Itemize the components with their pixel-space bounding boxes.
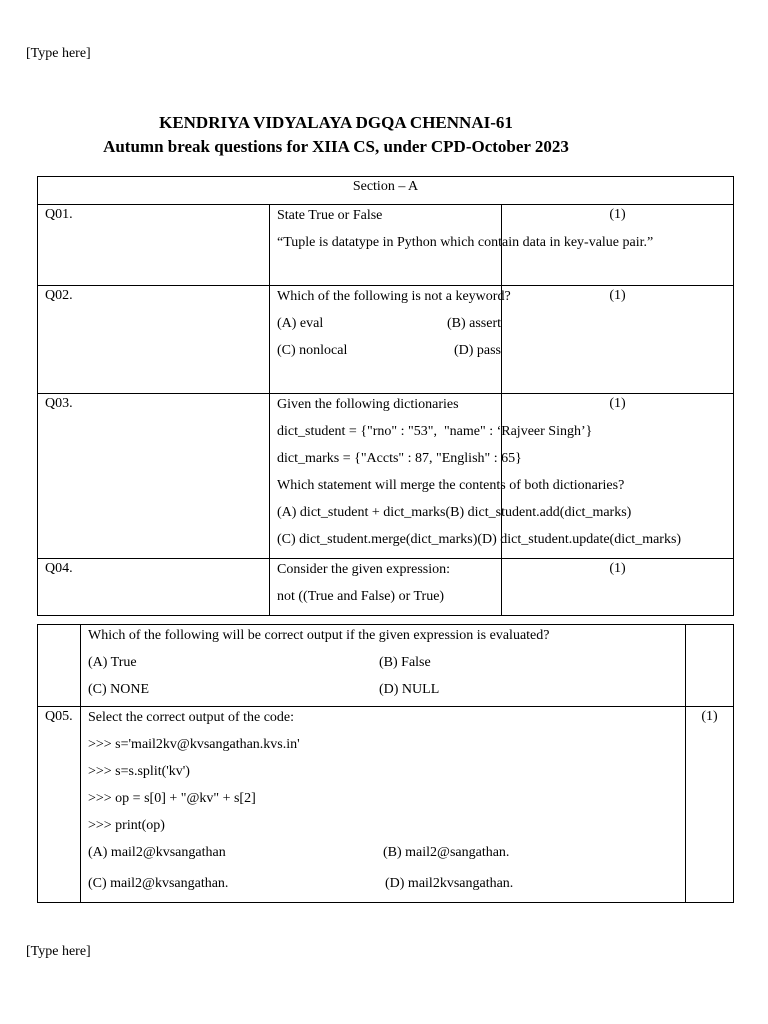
options-row xyxy=(88,681,685,705)
question-row-q02 xyxy=(38,286,734,394)
option-a: (A) True xyxy=(88,655,137,670)
options-row xyxy=(88,875,685,902)
question-marks: (1) xyxy=(686,707,734,903)
option-b: (B) mail2@sangathan. xyxy=(383,845,510,860)
code-line: dict_marks = {"Accts" : 87, "English" : 65} xyxy=(277,451,522,466)
option-b: (B) False xyxy=(379,655,431,670)
question-text: Which of the following will be correct output if the given expression is evaluated? xyxy=(88,628,550,643)
option-c: (C) NONE xyxy=(88,682,150,697)
question-marks: (1) xyxy=(502,205,734,286)
question-body xyxy=(81,625,686,707)
option-a: (A) eval xyxy=(277,316,324,331)
option-c: (C) mail2@kvsangathan. xyxy=(88,876,229,891)
option-a: (A) dict_student + dict_marks xyxy=(277,505,446,520)
option-b: (B) dict_student.add(dict_marks) xyxy=(445,505,632,520)
document-subtitle: Autumn break questions for XIIA CS, under CPD-October 2023 xyxy=(103,137,569,156)
question-number: Q05. xyxy=(38,707,81,903)
question-body xyxy=(270,394,682,559)
question-statement: “Tuple is datatype in Python which contain data in key-value pair.” xyxy=(277,235,654,250)
options-row xyxy=(277,531,682,558)
code-line: >>> op = s[0] + "@kv" + s[2] xyxy=(88,791,256,806)
question-text: Which statement will merge the contents of both dictionaries? xyxy=(277,478,625,493)
code-line: >>> s='mail2kv@kvsangathan.kvs.in' xyxy=(88,737,300,752)
question-body xyxy=(81,707,686,903)
question-row-q04 xyxy=(38,559,734,616)
options-row xyxy=(88,654,685,681)
options-row xyxy=(277,504,632,531)
questions-table-1 xyxy=(37,176,734,616)
question-row-q05 xyxy=(38,707,734,903)
options-row xyxy=(277,342,501,369)
question-marks: (1) xyxy=(502,394,734,559)
code-line: dict_student = {"rno" : "53", "name" : ‘Rajveer Singh’} xyxy=(277,424,593,439)
question-number: Q02. xyxy=(38,286,270,394)
question-row-q04-continued xyxy=(38,625,734,707)
school-title: KENDRIYA VIDYALAYA DGQA CHENNAI-61 xyxy=(159,113,513,132)
question-number: Q04. xyxy=(38,559,270,616)
question-text: Consider the given expression: xyxy=(277,562,451,577)
question-text: State True or False xyxy=(277,208,383,223)
option-d: (D) NULL xyxy=(379,682,440,697)
header-placeholder: [Type here] xyxy=(26,46,91,61)
option-b: (B) assert xyxy=(446,316,501,331)
option-d: (D) dict_student.update(dict_marks) xyxy=(477,532,682,547)
code-line: >>> print(op) xyxy=(88,818,165,833)
question-row-q03 xyxy=(38,394,734,559)
option-d: (D) pass xyxy=(453,343,501,358)
options-row xyxy=(277,315,501,342)
question-number: Q01. xyxy=(38,205,270,286)
code-line: >>> s=s.split('kv') xyxy=(88,764,190,779)
question-marks: (1) xyxy=(502,559,734,616)
question-text: Given the following dictionaries xyxy=(277,397,459,412)
question-body xyxy=(270,286,511,394)
question-text: Which of the following is not a keyword? xyxy=(277,289,511,304)
footer-placeholder: [Type here] xyxy=(26,944,91,959)
code-line: not ((True and False) or True) xyxy=(277,589,445,604)
question-body xyxy=(270,559,502,616)
question-row-q01 xyxy=(38,205,734,286)
section-heading: Section – A xyxy=(38,177,734,205)
questions-table-2 xyxy=(37,624,734,903)
option-a: (A) mail2@kvsangathan xyxy=(88,845,226,860)
option-c: (C) nonlocal xyxy=(277,343,348,358)
question-text: Select the correct output of the code: xyxy=(88,710,295,725)
question-body xyxy=(270,205,654,286)
question-marks-empty xyxy=(686,625,734,707)
option-d: (D) mail2kvsangathan. xyxy=(385,876,514,891)
question-number: Q03. xyxy=(38,394,270,559)
question-number-empty xyxy=(38,625,81,707)
option-c: (C) dict_student.merge(dict_marks) xyxy=(277,532,478,547)
question-marks: (1) xyxy=(502,286,734,394)
options-row xyxy=(88,844,685,875)
